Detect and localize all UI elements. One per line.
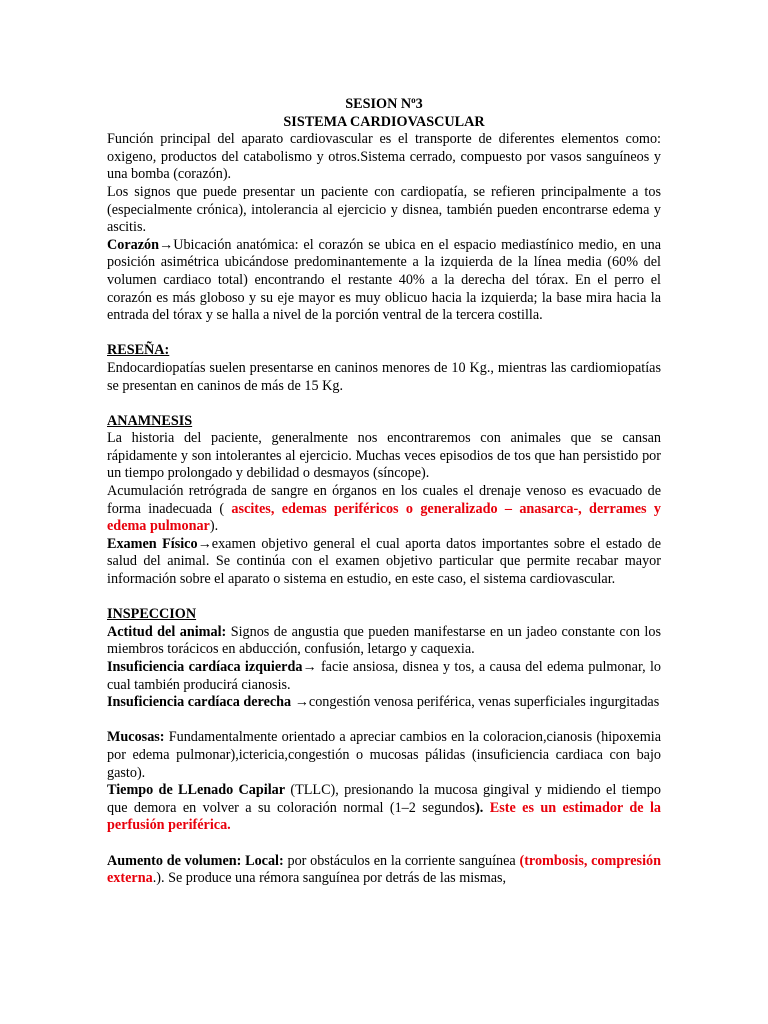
session-title: SESION $N^o3$ — [345, 95, 423, 112]
arrow-icon: → — [294, 694, 309, 711]
document-page — [107, 92, 661, 888]
tllc-paragraph: Tiempo de LLenado Capilar (TLLC), presionando la mucosa gingival y midiendo el tiempo que demora en volver a su coloración normal (1–2 segundos). Este es un estimador de la perfusión periférica. — [107, 782, 661, 834]
examen-fisico-paragraph: Examen Físico→examen objetivo general el cual aporta datos importantes sobre el estado de salud del animal. Se continúa con el examen objetivo particular que permite recabar mayor información sobre el aparato o sistema en estudio, en este caso, el sistema cardiovascular. — [107, 535, 661, 588]
insuficiencia-izquierda-paragraph: Insuficiencia cardíaca izquierda→ facie ansiosa, disnea y tos, a causa del edema pulmonar, lo cual también producirá cianosis. — [107, 659, 661, 693]
arrow-icon: → — [302, 659, 317, 675]
anamnesis-heading: ANAMNESIS — [107, 412, 193, 429]
resena-heading: RESEÑA: — [107, 342, 170, 359]
corazon-paragraph: Corazón→Ubicación anatómica: el corazón se ubica en el espacio mediastínico medio, en una posición asimétrica ubicándose predominantemente a la izquierda de la línea media (60% del volumen cardiaco total) encontrando el restante 40% a la derecha del tórax. En el perro el corazón es más globoso y su eje mayor es muy oblicuo hacia la izquierda; la base mira hacia la entrada del tórax y se halla a nivel de la porción ventral de la tercera costilla. — [107, 236, 661, 324]
resena-paragraph: Endocardiopatías suelen presentarse en caninos menores de 10 Kg., mientras las cardiomiopatías se presentan en caninos de más de 15 Kg. — [107, 359, 661, 394]
inspeccion-heading: INSPECCION — [107, 606, 197, 623]
anamnesis-paragraph-1: La historia del paciente, generalmente nos encontraremos con animales que se cansan rápidamente y son intolerantes al ejercicio. Muchas veces episodios de tos que han persistido por un tiempo prolongado y debilidad o desmayos (síncope). — [107, 430, 661, 482]
aumento-volumen-paragraph: Aumento de volumen: Local: por obstáculos en la corriente sanguínea (trombosis, compresión externa.). Se produce una rémora sanguínea por detrás de las mismas, — [107, 852, 662, 887]
mucosas-paragraph: Mucosas: Fundamentalmente orientado a apreciar cambios en la coloracion,cianosis (hipoxemia por edema pulmonar),ictericia,congestión o mucosas pálidas (insuficiencia cardiaca con bajo gasto). — [107, 729, 661, 781]
arrow-icon: → — [159, 236, 174, 253]
intro-paragraph-1: Función principal del aparato cardiovascular es el transporte de diferentes elementos como: oxigeno, productos del catabolismo y otros.Sistema cerrado, compuesto por vasos sanguíneos y una bomba (corazón). — [107, 131, 661, 183]
arrow-icon: → — [197, 535, 212, 552]
intro-paragraph-2: Los signos que puede presentar un paciente con cardiopatía, se refieren principalmente a tos (especialmente crónica), intolerancia al ejercicio y disnea, también pueden encontrarse edema y ascitis. — [107, 183, 661, 236]
insuficiencia-derecha-paragraph: Insuficiencia cardíaca derecha →congestión venosa periférica, venas superficiales ingurgitadas — [107, 694, 660, 711]
document-subtitle: SISTEMA CARDIOVASCULAR — [283, 113, 485, 130]
actitud-paragraph: Actitud del animal: Signos de angustia que pueden manifestarse en un jadeo constante con los miembros torácicos en abducción, confusión, letargo y caquexia. — [107, 623, 661, 658]
anamnesis-paragraph-2: Acumulación retrógrada de sangre en órganos en los cuales el drenaje venoso es evacuado de forma inadecuada ( ascites, edemas periféricos o generalizado – anasarca-, derrames y edema pulmonar). — [107, 483, 661, 535]
